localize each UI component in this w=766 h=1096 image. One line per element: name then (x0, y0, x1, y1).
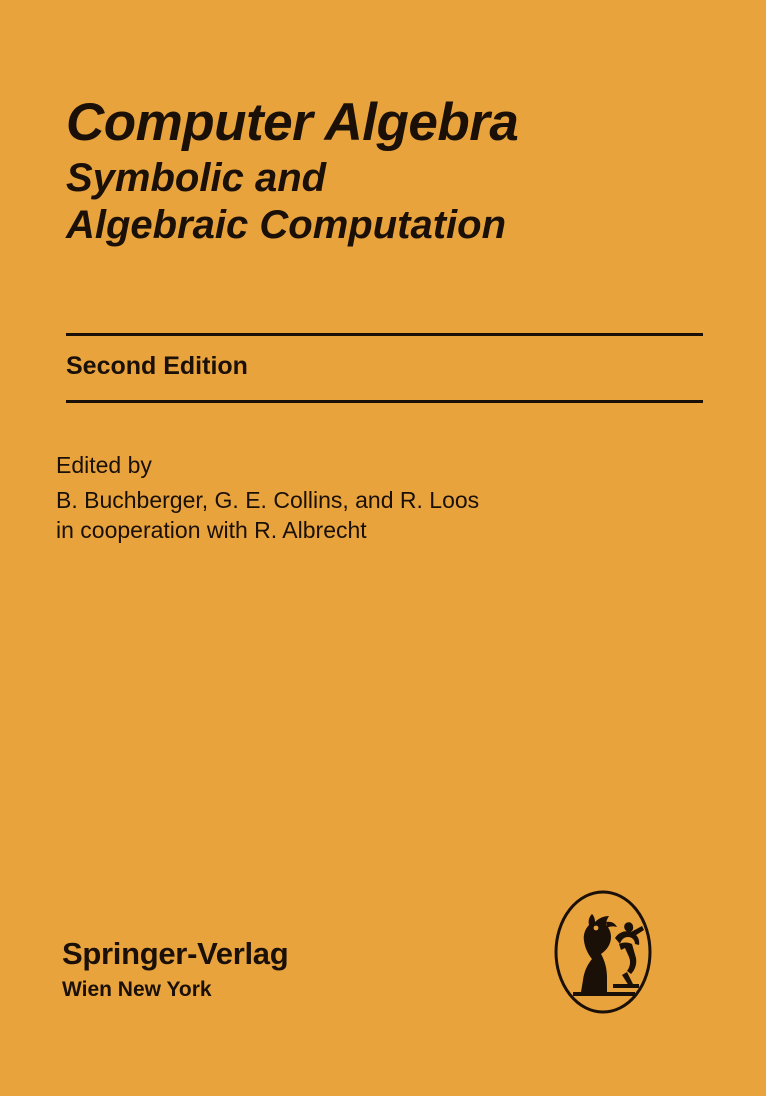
divider-bottom (66, 400, 703, 403)
editors-block (56, 450, 706, 546)
publisher-cities: Wien New York (62, 978, 212, 1001)
editor-cooperation: in cooperation with R. Albrecht (56, 517, 367, 544)
edited-by-label: Edited by (56, 452, 152, 478)
book-subtitle-line-2: Algebraic Computation (66, 202, 507, 247)
book-title: Computer Algebra (66, 93, 519, 152)
publisher-name: Springer-Verlag (62, 936, 289, 971)
title-block (66, 93, 706, 248)
divider-top (66, 333, 703, 336)
publisher-block (62, 938, 288, 1000)
edition-label: Second Edition (66, 352, 248, 380)
book-subtitle-line-1: Symbolic and (66, 156, 327, 201)
springer-knight-chess-horse-logo (543, 888, 663, 1016)
editor-names: B. Buchberger, G. E. Collins, and R. Loos (56, 486, 480, 513)
